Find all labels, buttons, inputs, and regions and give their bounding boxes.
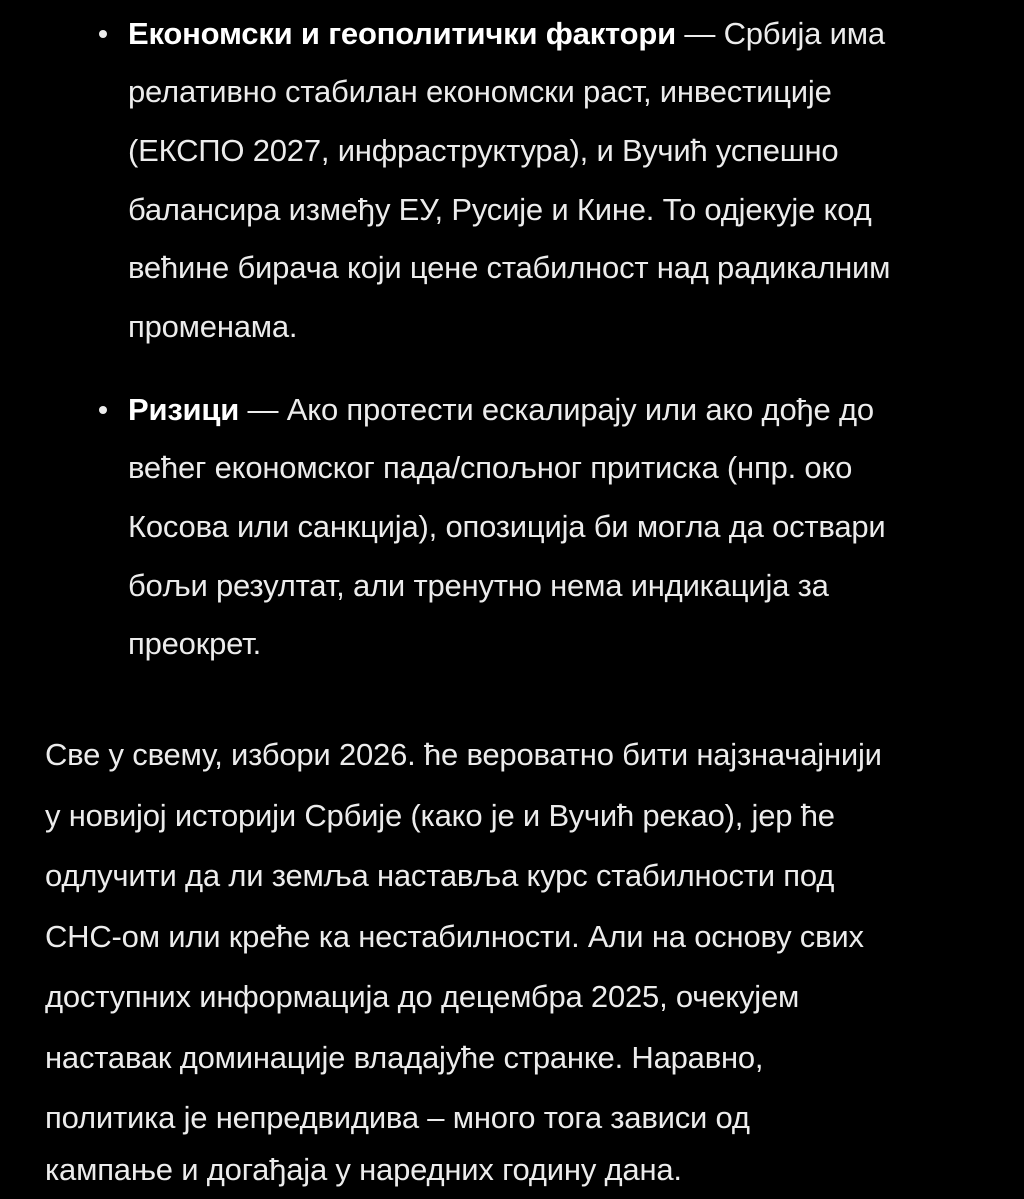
bullet-dot	[99, 30, 107, 38]
list-item-text-line: Ако протести ескалирају или ако дође до	[286, 392, 874, 427]
list-item-text-line: бољи резултат, али тренутно нема индикација за	[128, 568, 829, 603]
title-separator: —	[675, 16, 724, 51]
list-item-text-line: преокрет.	[128, 626, 262, 661]
title-separator: —	[239, 392, 287, 427]
paragraph-line: политика је непредвидива – много тога зависи од	[45, 1100, 750, 1135]
paragraph-line: СНС-ом или креће ка нестабилности. Али на основу свих	[45, 919, 864, 954]
paragraph-line: кампање и догађаја у наредних годину дана.	[45, 1152, 682, 1187]
list-item-title: Економски и геополитички фактори	[128, 16, 676, 51]
list-item-text-line: (ЕКСПО 2027, инфраструктура), и Вучић успешно	[128, 133, 839, 168]
list-item-text-line: балансира између ЕУ, Русије и Кине. То одјекује код	[128, 192, 872, 227]
bullet-dot	[99, 406, 107, 414]
list-item-text-line: релативно стабилан економски раст, инвестиције	[128, 74, 832, 109]
list-item-text-line: променама.	[128, 309, 298, 344]
paragraph-line: доступних информација до децембра 2025, очекујем	[45, 979, 800, 1014]
list-item-first-line	[128, 390, 874, 430]
list-item-text-line: већег економског пада/спољног притиска (нпр. око	[128, 450, 853, 485]
paragraph-line: одлучити да ли земља наставља курс стабилности под	[45, 858, 835, 893]
paragraph-line: наставак доминације владајуће странке. Наравно,	[45, 1040, 764, 1075]
list-item-title: Ризици	[128, 392, 240, 427]
list-item-text-line: Србија има	[723, 16, 885, 51]
list-item-text-line: Косова или санкција), опозиција би могла да оствари	[128, 509, 886, 544]
paragraph-line: Све у свему, избори 2026. ће вероватно бити најзначајнији	[45, 737, 882, 772]
paragraph-line: у новијој историји Србије (како је и Вучић рекао), јер ће	[45, 798, 835, 833]
list-item-first-line	[128, 14, 885, 54]
list-item-text-line: већине бирача који цене стабилност над радикалним	[128, 250, 891, 285]
